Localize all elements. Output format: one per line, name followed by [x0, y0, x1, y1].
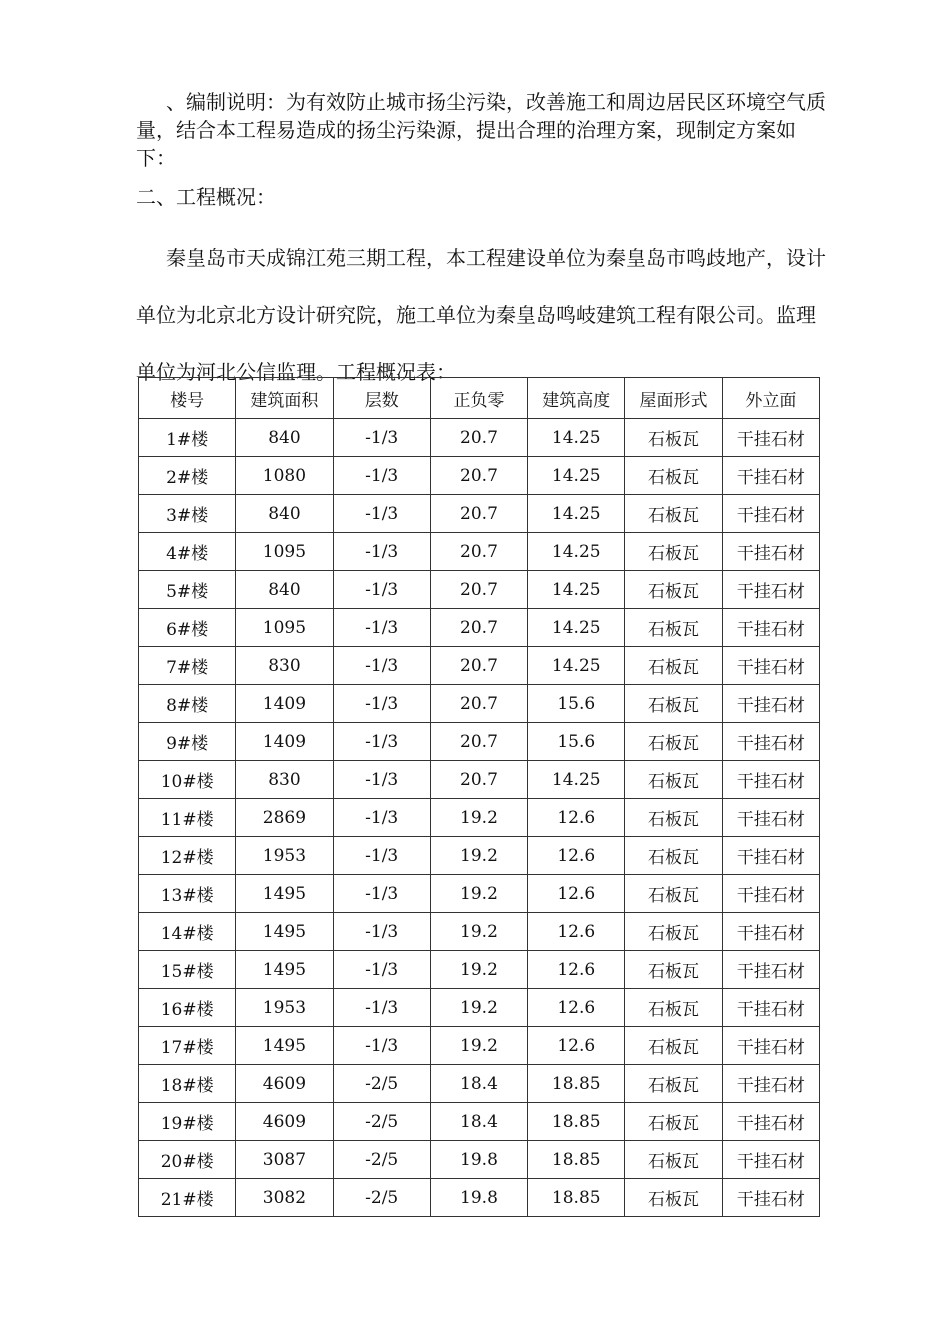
- cell-roof-type: 石板瓦: [625, 1141, 722, 1179]
- header-building-no: 楼号: [139, 378, 236, 419]
- cell-roof-type: 石板瓦: [625, 609, 722, 647]
- cell-facade: 干挂石材: [722, 457, 819, 495]
- cell-facade: 干挂石材: [722, 609, 819, 647]
- cell-building-height: 14.25: [528, 761, 625, 799]
- cell-building-no: 7#楼: [139, 647, 236, 685]
- cell-building-no: 12#楼: [139, 837, 236, 875]
- cell-floors: -1/3: [333, 647, 430, 685]
- cell-building-height: 12.6: [528, 951, 625, 989]
- cell-building-no: 11#楼: [139, 799, 236, 837]
- cell-building-height: 18.85: [528, 1179, 625, 1217]
- cell-building-height: 14.25: [528, 609, 625, 647]
- cell-floors: -1/3: [333, 913, 430, 951]
- cell-roof-type: 石板瓦: [625, 723, 722, 761]
- cell-building-height: 18.85: [528, 1065, 625, 1103]
- cell-facade: 干挂石材: [722, 571, 819, 609]
- cell-building-no: 14#楼: [139, 913, 236, 951]
- cell-roof-type: 石板瓦: [625, 533, 722, 571]
- cell-building-no: 15#楼: [139, 951, 236, 989]
- cell-floors: -2/5: [333, 1103, 430, 1141]
- cell-floors: -1/3: [333, 837, 430, 875]
- cell-building-no: 20#楼: [139, 1141, 236, 1179]
- table-row: [139, 457, 820, 495]
- table-row: [139, 951, 820, 989]
- cell-zero-elevation: 20.7: [430, 761, 527, 799]
- table-row: [139, 761, 820, 799]
- table-row: [139, 533, 820, 571]
- cell-building-height: 15.6: [528, 723, 625, 761]
- cell-building-height: 18.85: [528, 1141, 625, 1179]
- project-overview-paragraph: 秦皇岛市天成锦江苑三期工程，本工程建设单位为秦皇岛市鸣歧地产，设计单位为北京北方设计研究院，施工单位为秦皇岛鸣岐建筑工程有限公司。监理单位为河北公信监理。工程概况表：: [136, 246, 826, 384]
- cell-floors: -1/3: [333, 495, 430, 533]
- cell-floor-area: 2869: [236, 799, 333, 837]
- cell-floor-area: 1409: [236, 685, 333, 723]
- cell-floor-area: 1953: [236, 989, 333, 1027]
- table-row: [139, 685, 820, 723]
- cell-building-height: 15.6: [528, 685, 625, 723]
- cell-building-height: 14.25: [528, 419, 625, 457]
- cell-building-height: 14.25: [528, 457, 625, 495]
- cell-facade: 干挂石材: [722, 723, 819, 761]
- cell-facade: 干挂石材: [722, 913, 819, 951]
- cell-building-height: 14.25: [528, 647, 625, 685]
- table-row: [139, 1065, 820, 1103]
- header-building-height: 建筑高度: [528, 378, 625, 419]
- cell-roof-type: 石板瓦: [625, 647, 722, 685]
- table-row: [139, 1179, 820, 1217]
- cell-facade: 干挂石材: [722, 533, 819, 571]
- cell-floor-area: 1095: [236, 533, 333, 571]
- cell-building-no: 4#楼: [139, 533, 236, 571]
- cell-facade: 干挂石材: [722, 419, 819, 457]
- header-floor-area: 建筑面积: [236, 378, 333, 419]
- cell-floor-area: 1080: [236, 457, 333, 495]
- cell-floor-area: 840: [236, 495, 333, 533]
- cell-floors: -1/3: [333, 799, 430, 837]
- cell-floor-area: 1409: [236, 723, 333, 761]
- cell-zero-elevation: 20.7: [430, 685, 527, 723]
- cell-roof-type: 石板瓦: [625, 1065, 722, 1103]
- cell-building-no: 18#楼: [139, 1065, 236, 1103]
- cell-building-no: 6#楼: [139, 609, 236, 647]
- cell-zero-elevation: 20.7: [430, 609, 527, 647]
- cell-roof-type: 石板瓦: [625, 571, 722, 609]
- table-row: [139, 1103, 820, 1141]
- cell-zero-elevation: 19.2: [430, 1027, 527, 1065]
- cell-zero-elevation: 18.4: [430, 1065, 527, 1103]
- cell-floor-area: 840: [236, 419, 333, 457]
- cell-floor-area: 1095: [236, 609, 333, 647]
- cell-roof-type: 石板瓦: [625, 1179, 722, 1217]
- table-row: [139, 1027, 820, 1065]
- cell-facade: 干挂石材: [722, 685, 819, 723]
- cell-building-no: 10#楼: [139, 761, 236, 799]
- cell-floor-area: 4609: [236, 1065, 333, 1103]
- table-row: [139, 571, 820, 609]
- cell-floor-area: 1495: [236, 1027, 333, 1065]
- cell-roof-type: 石板瓦: [625, 419, 722, 457]
- cell-building-no: 5#楼: [139, 571, 236, 609]
- cell-zero-elevation: 20.7: [430, 533, 527, 571]
- cell-floors: -2/5: [333, 1141, 430, 1179]
- cell-zero-elevation: 20.7: [430, 647, 527, 685]
- cell-zero-elevation: 18.4: [430, 1103, 527, 1141]
- cell-zero-elevation: 19.2: [430, 875, 527, 913]
- cell-roof-type: 石板瓦: [625, 989, 722, 1027]
- cell-zero-elevation: 20.7: [430, 419, 527, 457]
- cell-building-height: 14.25: [528, 571, 625, 609]
- cell-building-height: 14.25: [528, 495, 625, 533]
- cell-roof-type: 石板瓦: [625, 837, 722, 875]
- cell-facade: 干挂石材: [722, 989, 819, 1027]
- cell-zero-elevation: 19.2: [430, 799, 527, 837]
- table-row: [139, 723, 820, 761]
- cell-floors: -1/3: [333, 723, 430, 761]
- cell-zero-elevation: 19.2: [430, 989, 527, 1027]
- cell-zero-elevation: 19.2: [430, 951, 527, 989]
- cell-floor-area: 1495: [236, 875, 333, 913]
- cell-floor-area: 3082: [236, 1179, 333, 1217]
- cell-building-no: 1#楼: [139, 419, 236, 457]
- cell-zero-elevation: 20.7: [430, 495, 527, 533]
- cell-floors: -1/3: [333, 1027, 430, 1065]
- cell-zero-elevation: 20.7: [430, 457, 527, 495]
- cell-floors: -2/5: [333, 1065, 430, 1103]
- table-row: [139, 913, 820, 951]
- table-header: [139, 378, 820, 419]
- cell-building-height: 14.25: [528, 533, 625, 571]
- header-zero-elevation: 正负零: [430, 378, 527, 419]
- table-row: [139, 495, 820, 533]
- cell-floors: -1/3: [333, 761, 430, 799]
- cell-zero-elevation: 19.8: [430, 1179, 527, 1217]
- cell-facade: 干挂石材: [722, 1065, 819, 1103]
- table-row: [139, 609, 820, 647]
- cell-zero-elevation: 20.7: [430, 571, 527, 609]
- cell-building-height: 12.6: [528, 799, 625, 837]
- cell-building-no: 19#楼: [139, 1103, 236, 1141]
- cell-floor-area: 3087: [236, 1141, 333, 1179]
- cell-roof-type: 石板瓦: [625, 761, 722, 799]
- cell-building-height: 12.6: [528, 1027, 625, 1065]
- cell-building-no: 21#楼: [139, 1179, 236, 1217]
- table-row: [139, 799, 820, 837]
- cell-floors: -1/3: [333, 951, 430, 989]
- cell-floors: -2/5: [333, 1179, 430, 1217]
- table-row: [139, 875, 820, 913]
- cell-zero-elevation: 20.7: [430, 723, 527, 761]
- cell-floors: -1/3: [333, 685, 430, 723]
- header-roof-type: 屋面形式: [625, 378, 722, 419]
- cell-building-height: 18.85: [528, 1103, 625, 1141]
- cell-floors: -1/3: [333, 609, 430, 647]
- project-overview-table: [138, 377, 820, 1217]
- cell-building-no: 13#楼: [139, 875, 236, 913]
- table-body: [139, 419, 820, 1217]
- cell-roof-type: 石板瓦: [625, 951, 722, 989]
- table-row: [139, 989, 820, 1027]
- cell-zero-elevation: 19.8: [430, 1141, 527, 1179]
- cell-floor-area: 840: [236, 571, 333, 609]
- cell-facade: 干挂石材: [722, 799, 819, 837]
- cell-zero-elevation: 19.2: [430, 837, 527, 875]
- cell-facade: 干挂石材: [722, 1027, 819, 1065]
- cell-roof-type: 石板瓦: [625, 1103, 722, 1141]
- cell-floor-area: 4609: [236, 1103, 333, 1141]
- cell-building-height: 12.6: [528, 837, 625, 875]
- intro-paragraph: 、编制说明：为有效防止城市扬尘污染，改善施工和周边居民区环境空气质量，结合本工程易造成的扬尘污染源，提出合理的治理方案，现制定方案如下：: [136, 90, 826, 170]
- cell-roof-type: 石板瓦: [625, 913, 722, 951]
- cell-building-no: 8#楼: [139, 685, 236, 723]
- cell-floor-area: 830: [236, 647, 333, 685]
- table-row: [139, 837, 820, 875]
- cell-roof-type: 石板瓦: [625, 457, 722, 495]
- cell-facade: 干挂石材: [722, 875, 819, 913]
- cell-facade: 干挂石材: [722, 495, 819, 533]
- cell-floor-area: 830: [236, 761, 333, 799]
- cell-building-no: 3#楼: [139, 495, 236, 533]
- cell-floors: -1/3: [333, 989, 430, 1027]
- cell-floors: -1/3: [333, 875, 430, 913]
- cell-building-height: 12.6: [528, 875, 625, 913]
- table-header-row: [139, 378, 820, 419]
- cell-facade: 干挂石材: [722, 1141, 819, 1179]
- cell-floor-area: 1495: [236, 913, 333, 951]
- cell-zero-elevation: 19.2: [430, 913, 527, 951]
- cell-building-height: 12.6: [528, 913, 625, 951]
- cell-floors: -1/3: [333, 419, 430, 457]
- cell-facade: 干挂石材: [722, 1179, 819, 1217]
- cell-facade: 干挂石材: [722, 761, 819, 799]
- cell-facade: 干挂石材: [722, 951, 819, 989]
- cell-floor-area: 1953: [236, 837, 333, 875]
- cell-roof-type: 石板瓦: [625, 685, 722, 723]
- section-heading: 二、工程概况：: [136, 185, 276, 209]
- cell-floors: -1/3: [333, 533, 430, 571]
- table-row: [139, 647, 820, 685]
- cell-building-no: 17#楼: [139, 1027, 236, 1065]
- cell-building-no: 9#楼: [139, 723, 236, 761]
- table-row: [139, 419, 820, 457]
- cell-building-no: 2#楼: [139, 457, 236, 495]
- header-facade: 外立面: [722, 378, 819, 419]
- header-floors: 层数: [333, 378, 430, 419]
- cell-floors: -1/3: [333, 457, 430, 495]
- cell-roof-type: 石板瓦: [625, 1027, 722, 1065]
- cell-facade: 干挂石材: [722, 837, 819, 875]
- cell-floor-area: 1495: [236, 951, 333, 989]
- cell-roof-type: 石板瓦: [625, 799, 722, 837]
- cell-floors: -1/3: [333, 571, 430, 609]
- table-row: [139, 1141, 820, 1179]
- cell-roof-type: 石板瓦: [625, 495, 722, 533]
- cell-facade: 干挂石材: [722, 1103, 819, 1141]
- cell-building-no: 16#楼: [139, 989, 236, 1027]
- cell-building-height: 12.6: [528, 989, 625, 1027]
- cell-facade: 干挂石材: [722, 647, 819, 685]
- cell-roof-type: 石板瓦: [625, 875, 722, 913]
